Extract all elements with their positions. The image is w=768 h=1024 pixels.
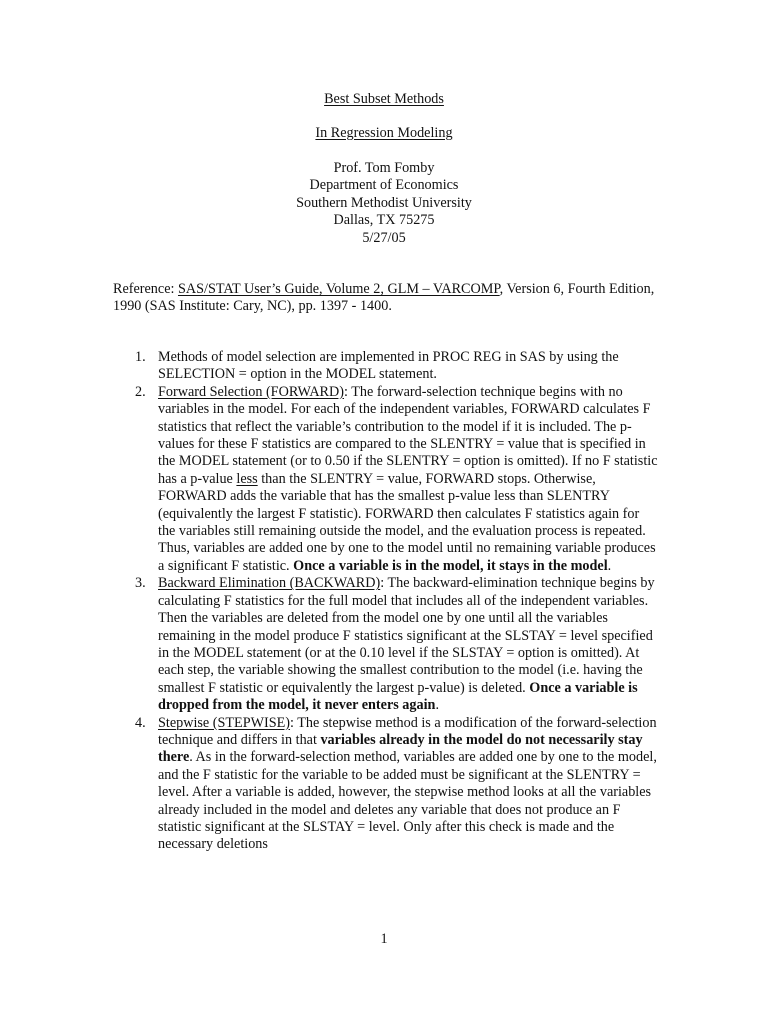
list-item <box>113 715 658 854</box>
item-text: : The stepwise method is a modification of the forward-selection technique and differs in that <box>158 714 657 748</box>
reference-paragraph <box>113 281 658 316</box>
item-text-continued: . As in the forward-selection method, variables are added one by one to the model, and the F statistic for the variable to be added must be significant at the SLENTRY = level. After a variable is added, however, the stepwise method looks at all the variables already included in the model and deletes any variable that does not produce an F statistic significant at the SLSTAY = level. Only after this check is made and the necessary deletions <box>158 749 657 853</box>
item-end: . <box>607 557 612 574</box>
item-bold-text: variables already in the model do not necessarily stay there <box>158 731 643 766</box>
numbered-list <box>113 349 658 854</box>
item-number: 3. <box>135 575 146 592</box>
item-text-continued: than the SLENTRY = value, FORWARD stops. Otherwise, FORWARD adds the variable that has the smallest p-value less than SLENTRY (equivalently the largest F statistic). FORWARD then calculates F statistics again for the variables still remaining outside the model, and the evaluation process is repeated. Thus, variables are added one by one to the model until no remaining variable produces a significant F statistic. <box>158 470 656 574</box>
item-text: : The backward-elimination technique begins by calculating F statistics for the full model that includes all of the independent variables. Then the variables are deleted from the model one by one until all the variables remaining in the model produce F statistics significant at the SLSTAY = level specified in the MODEL statement (or at the 0.10 level if the SLSTAY = option is omitted). At each step, the variable showing the smallest contribution to the model (i.e. having the smallest F statistic or equivalently the largest p-value) is deleted. <box>158 575 655 696</box>
item-number: 1. <box>135 349 146 365</box>
item-heading: Stepwise (STEPWISE) <box>158 714 291 731</box>
item-text: : The forward-selection technique begins with no variables in the model. For each of the independent variables, FORWARD calculates F statistics that reflect the variable’s contribution to the model if it is included. The p-values for these F statistics are compared to the SLENTRY = value that is specified in the MODEL statement (or to 0.50 if the SLENTRY = option is omitted). If no F statistic has a p-value <box>158 383 658 487</box>
reference-source: SAS/STAT User’s Guide, Volume 2, GLM – VARCOMP <box>177 281 500 297</box>
author-department: Department of Economics <box>309 177 459 194</box>
reference-details: , Version 6, Fourth Edition, 1990 (SAS Institute: Cary, NC), pp. 1397 - 1400. <box>113 281 655 315</box>
title-text: Best Subset Methods <box>324 91 444 107</box>
list-item <box>113 384 658 575</box>
document-date: 5/27/05 <box>362 229 406 246</box>
item-heading: Backward Elimination (BACKWARD) <box>158 575 381 592</box>
item-end: . <box>435 697 439 714</box>
reference-label: Reference: <box>113 281 178 297</box>
subtitle-text: In Regression Modeling <box>315 125 453 141</box>
page-number: 1 <box>380 931 388 947</box>
document-title <box>0 91 768 108</box>
item-bold-text: Once a variable is dropped from the model, it never enters again <box>158 679 638 714</box>
item-heading: Forward Selection (FORWARD) <box>158 383 344 400</box>
author-name: Prof. Tom Fomby <box>333 160 435 176</box>
item-bold-text: Once a variable is in the model, it stays in the model <box>293 557 608 574</box>
item-number: 4. <box>135 714 146 731</box>
item-underlined-word: less <box>236 470 258 487</box>
author-university: Southern Methodist University <box>296 194 472 211</box>
author-address: Dallas, TX 75275 <box>333 212 435 229</box>
item-number: 2. <box>135 383 146 400</box>
list-item <box>113 575 658 714</box>
item-text: Methods of model selection are implemented in PROC REG in SAS by using the SELECTION = option in the MODEL statement. <box>158 349 619 383</box>
author-block <box>0 160 768 247</box>
document-subtitle <box>0 125 768 142</box>
list-item <box>113 349 658 384</box>
